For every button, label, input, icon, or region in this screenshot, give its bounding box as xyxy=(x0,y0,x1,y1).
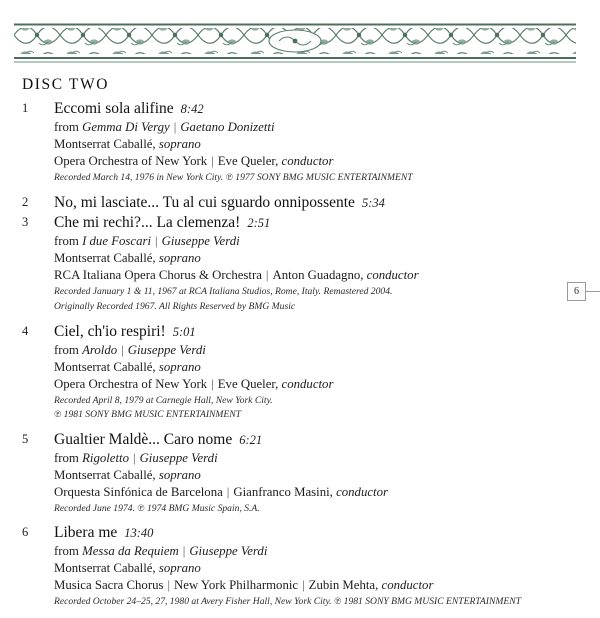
conductor: Zubin Mehta, xyxy=(308,578,379,593)
track-number: 4 xyxy=(22,323,29,338)
track-item xyxy=(20,214,580,313)
track-item xyxy=(20,194,580,213)
work-title: Gemma Di Vergy xyxy=(82,119,170,134)
divider: | xyxy=(155,234,158,249)
track-ensemble-line xyxy=(54,577,580,594)
track-number: 5 xyxy=(22,431,29,446)
track-item xyxy=(20,323,580,422)
track-title-row xyxy=(54,214,580,233)
page-marker-rule xyxy=(586,291,600,292)
conductor-role: conductor xyxy=(336,484,388,499)
track-title: Libera me xyxy=(54,524,118,542)
track-list xyxy=(20,100,580,618)
conductor-role: conductor xyxy=(281,153,334,168)
performer-role: soprano xyxy=(158,136,201,151)
track-source-line xyxy=(54,342,580,359)
divider: | xyxy=(302,578,305,593)
track-item xyxy=(20,524,580,609)
performer-role: soprano xyxy=(158,561,201,576)
ensemble-secondary: New York Philharmonic xyxy=(174,578,299,593)
conductor: Gianfranco Masini, xyxy=(233,484,333,499)
conductor: Anton Guadagno, xyxy=(272,268,364,283)
track-title-row xyxy=(54,100,580,119)
track-title: No, mi lasciate... Tu al cui sguardo onnipossente xyxy=(54,193,355,211)
track-item xyxy=(20,431,580,516)
divider: | xyxy=(226,484,230,499)
page-number: 6 xyxy=(567,282,586,301)
track-item xyxy=(20,100,580,185)
track-duration: 2:51 xyxy=(247,216,271,231)
page-title: DISC TWO xyxy=(22,76,110,93)
track-source-line xyxy=(54,233,580,250)
work-title: Rigoletto xyxy=(82,450,129,465)
track-duration: 6:21 xyxy=(239,432,263,447)
track-number: 1 xyxy=(22,101,29,115)
from-label: from xyxy=(54,234,83,249)
track-performer-line xyxy=(54,250,580,267)
ensemble: Opera Orchestra of New York xyxy=(54,376,208,391)
composer: Gaetano Donizetti xyxy=(180,119,275,134)
track-number: 3 xyxy=(22,215,29,230)
performer-role: soprano xyxy=(158,251,201,266)
recording-note: Recorded June 1974. ℗ 1974 BMG Music Spain, S.A. xyxy=(54,502,260,514)
conductor: Eve Queler, xyxy=(217,153,279,168)
ensemble: RCA Italiana Opera Chorus & Orchestra xyxy=(54,268,262,283)
performer: Montserrat Caballé, xyxy=(54,251,156,266)
composer: Giuseppe Verdi xyxy=(127,342,206,357)
from-label: from xyxy=(54,342,83,357)
performer-role: soprano xyxy=(158,359,201,374)
divider: | xyxy=(173,119,177,134)
performer: Montserrat Caballé, xyxy=(54,467,156,482)
divider: | xyxy=(182,544,186,559)
track-performer-line xyxy=(54,136,580,153)
track-performer-line xyxy=(54,467,580,484)
copyright-note: ℗ 1981 SONY BMG MUSIC ENTERTAINMENT xyxy=(54,409,241,421)
track-title-row xyxy=(54,524,580,543)
copyright-note: Originally Recorded 1967. All Rights Reserved by BMG Music xyxy=(54,301,296,313)
track-title-row xyxy=(54,323,580,342)
composer: Giuseppe Verdi xyxy=(161,234,240,249)
divider: | xyxy=(133,450,136,465)
performer: Montserrat Caballé, xyxy=(54,136,156,151)
performer-role: soprano xyxy=(158,467,201,482)
recording-note: Recorded January 1 & 11, 1967 at RCA Italiana Studios, Rome, Italy. Remastered 2004. xyxy=(54,286,393,298)
work-title: Aroldo xyxy=(82,342,118,357)
from-label: from xyxy=(54,450,83,465)
track-ensemble-line xyxy=(54,484,580,501)
from-label: from xyxy=(54,119,83,134)
conductor-role: conductor xyxy=(381,578,434,593)
track-duration: 8:42 xyxy=(180,102,204,116)
track-title-row xyxy=(54,431,580,450)
divider: | xyxy=(211,376,214,391)
conductor-role: conductor xyxy=(281,376,334,391)
recording-note: Recorded April 8, 1979 at Carnegie Hall, New York City. xyxy=(54,394,273,406)
ensemble: Musica Sacra Chorus xyxy=(54,578,164,593)
work-title: Messa da Requiem xyxy=(82,544,179,559)
track-ensemble-line xyxy=(54,153,580,170)
conductor: Eve Queler, xyxy=(217,376,279,391)
track-title: Ciel, ch'io respiri! xyxy=(54,322,166,340)
track-duration: 13:40 xyxy=(124,526,154,541)
recording-note: Recorded October 24–25, 27, 1980 at Avery Fisher Hall, New York City. ℗ 1981 SONY BMG MUSIC ENTERTAINMENT xyxy=(54,596,521,608)
recording-note: Recorded March 14, 1976 in New York City. ℗ 1977 SONY BMG MUSIC ENTERTAINMENT xyxy=(54,171,413,183)
performer: Montserrat Caballé, xyxy=(54,561,156,576)
track-number: 6 xyxy=(22,525,29,540)
ensemble: Opera Orchestra of New York xyxy=(54,153,208,168)
track-source-line xyxy=(54,543,580,560)
divider: | xyxy=(211,153,214,168)
performer: Montserrat Caballé, xyxy=(54,359,156,374)
page-marker xyxy=(567,282,600,301)
track-ensemble-line xyxy=(54,267,580,284)
work-title: I due Foscari xyxy=(82,234,152,249)
track-duration: 5:34 xyxy=(361,195,385,210)
track-performer-line xyxy=(54,359,580,376)
decorative-header-band xyxy=(14,22,576,66)
track-source-line xyxy=(54,450,580,467)
divider: | xyxy=(265,268,269,283)
track-title: Che mi rechi?... La clemenza! xyxy=(54,214,241,232)
track-duration: 5:01 xyxy=(172,324,196,339)
ensemble: Orquesta Sinfónica de Barcelona xyxy=(54,484,223,499)
track-ensemble-line xyxy=(54,376,580,393)
track-title-row xyxy=(54,194,580,213)
track-title: Eccomi sola alifine xyxy=(54,100,174,117)
from-label: from xyxy=(54,544,83,559)
divider: | xyxy=(121,342,124,357)
composer: Giuseppe Verdi xyxy=(139,450,218,465)
track-source-line xyxy=(54,119,580,136)
track-performer-line xyxy=(54,560,580,577)
conductor-role: conductor xyxy=(366,268,419,283)
divider: | xyxy=(167,578,171,593)
track-title: Gualtier Maldè... Caro nome xyxy=(54,430,233,448)
composer: Giuseppe Verdi xyxy=(189,544,268,559)
track-number: 2 xyxy=(22,194,29,209)
